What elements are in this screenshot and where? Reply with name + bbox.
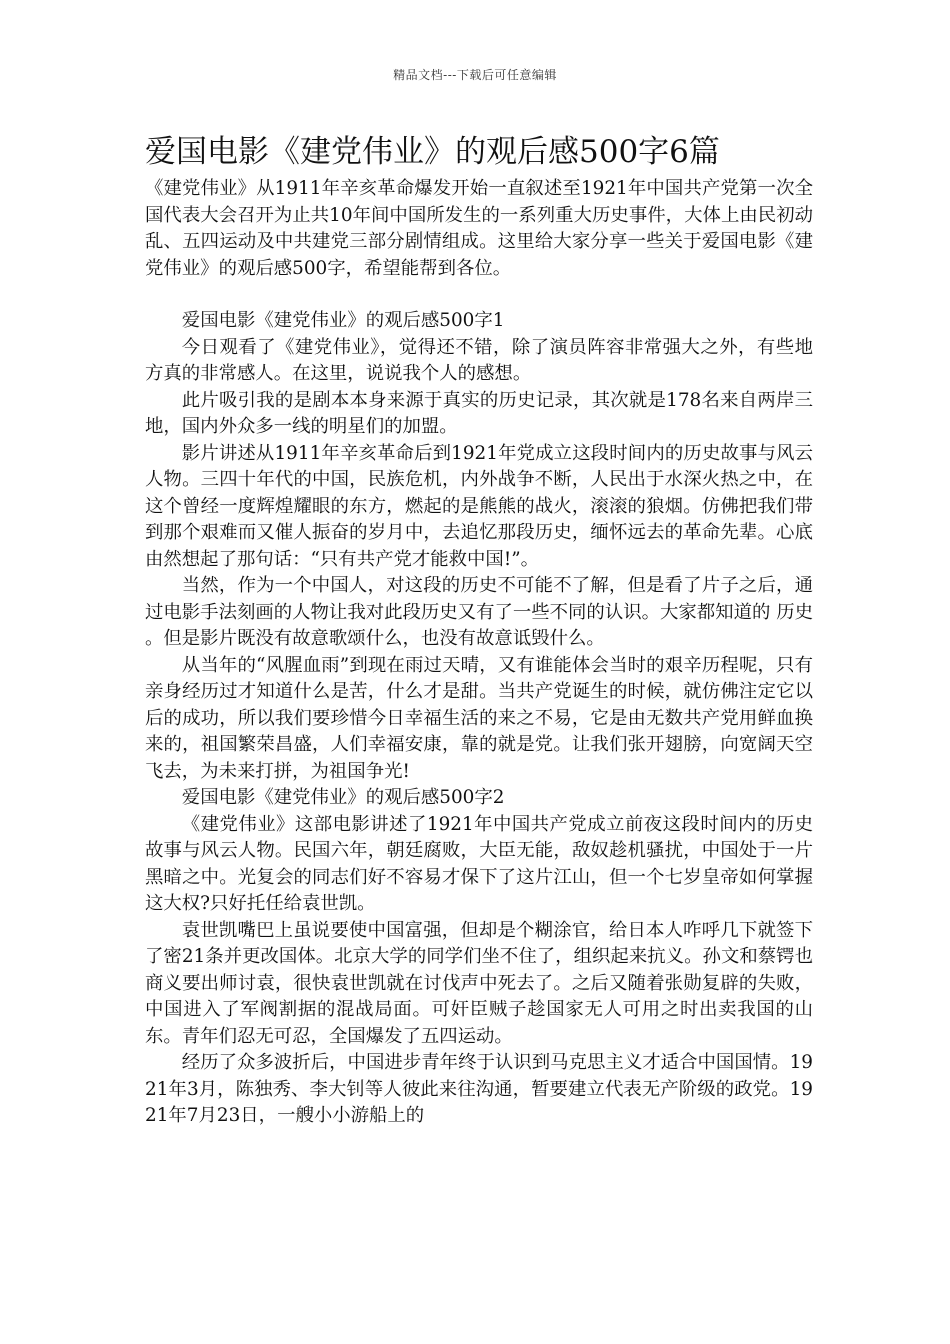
- section-heading: 爱国电影《建党伟业》的观后感500字2: [181, 787, 505, 808]
- section-heading: 爱国电影《建党伟业》的观后感500字1: [181, 310, 505, 331]
- body-paragraph: 今日观看了《建党伟业》，觉得还不错，除了演员阵容非常强大之外，有些地方真的非常感人。在这里，说说我个人的感想。: [145, 336, 813, 384]
- body-paragraph: 当然，作为一个中国人，对这段的历史不可能不了解，但是看了片子之后，通过电影手法刻画的人物让我对此段历史又有了一些不同的认识。大家都知道的 历史 。但是影片既没有故意歌颂什么，也没有故意诋毁什么。: [145, 575, 813, 649]
- page-header: 精品文档---下载后可任意编辑: [393, 68, 557, 82]
- body-paragraph: 袁世凯嘴巴上虽说要使中国富强，但却是个糊涂官，给日本人咋呼几下就签下了密21条并更改国体。北京大学的同学们坐不住了，组织起来抗义。孙文和蔡锷也商义要出师讨袁，很快袁世凯就在讨伐声中死去了。之后又随着张勋复辟的失败，中国进入了军阀割据的混战局面。可奸臣贼子趁国家无人可用之时出卖我国的山东。青年们忍无可忍，全国爆发了五四运动。: [145, 919, 813, 1047]
- body-paragraph: 此片吸引我的是剧本本身来源于真实的历史记录，其次就是178名来自两岸三地，国内外众多一线的明星们的加盟。: [145, 389, 813, 437]
- body-paragraph: 《建党伟业》这部电影讲述了1921年中国共产党成立前夜这段时间内的历史故事与风云人物。民国六年，朝廷腐败，大臣无能，敌奴趁机骚扰，中国处于一片黑暗之中。光复会的同志们好不容易才保下了这片江山，但一个七岁皇帝如何掌握这大权?只好托任给袁世凯。: [145, 813, 813, 914]
- document-body: [145, 176, 813, 1130]
- body-paragraph: 从当年的“风腥血雨”到现在雨过天晴，又有谁能体会当时的艰辛历程呢，只有亲身经历过才知道什么是苦，什么才是甜。当共产党诞生的时候，就仿佛注定它以后的成功，所以我们要珍惜今日幸福生活的来之不易，它是由无数共产党用鲜血换来的，祖国繁荣昌盛，人们幸福安康，靠的就是党。让我们张开翅膀，向宽阔天空飞去，为未来打拼，为祖国争光!: [145, 654, 813, 782]
- body-paragraph: 经历了众多波折后，中国进步青年终于认识到马克思主义才适合中国国情。1921年3月，陈独秀、李大钊等人彼此来往沟通，暂要建立代表无产阶级的政党。1921年7月23日，一艘小小游船上的: [145, 1052, 813, 1126]
- body-paragraph: 影片讲述从1911年辛亥革命后到1921年党成立这段时间内的历史故事与风云人物。三四十年代的中国，民族危机，内外战争不断，人民出于水深火热之中，在这个曾经一度辉煌耀眼的东方，燃起的是熊熊的战火，滚滚的狼烟。仿佛把我们带到那个艰难而又催人振奋的岁月中，去追忆那段历史，缅怀远去的革命先辈。心底由然想起了那句话：“只有共产党才能救中国!”。: [145, 442, 813, 570]
- intro-paragraph: 《建党伟业》从1911年辛亥革命爆发开始一直叙述至1921年中国共产党第一次全国代表大会召开为止共10年间中国所发生的一系列重大历史事件，大体上由民初动乱、五四运动及中共建党三部分剧情组成。这里给大家分享一些关于爱国电影《建党伟业》的观后感500字，希望能帮到各位。: [145, 178, 813, 279]
- document-title: 爱国电影《建党伟业》的观后感500字6篇: [145, 134, 720, 170]
